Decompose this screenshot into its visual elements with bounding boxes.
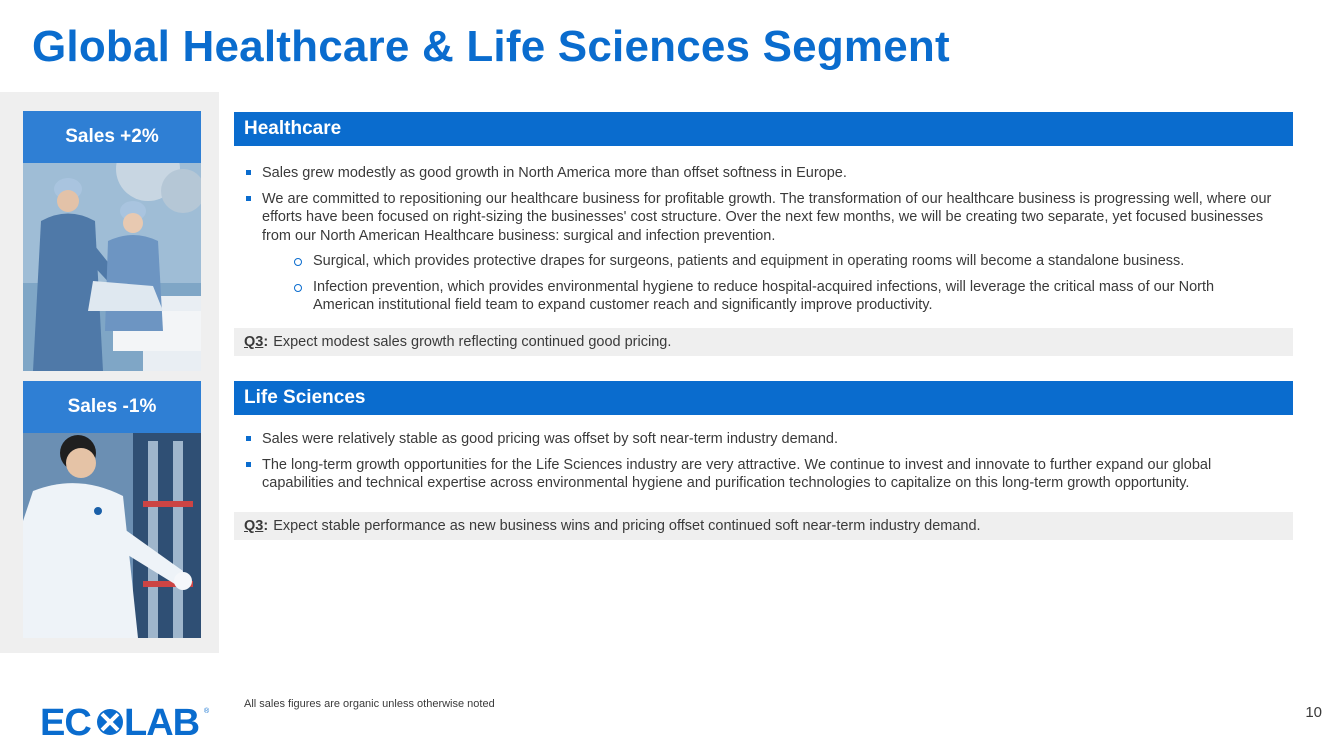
life-sciences-sales-label: Sales -1%	[23, 381, 201, 433]
ecolab-logo	[40, 703, 212, 739]
q3-label: Q3	[244, 334, 264, 350]
q3-colon: :	[263, 518, 269, 534]
healthcare-bullet-list	[244, 164, 1274, 322]
list-item: Sales grew modestly as good growth in North America more than offset softness in Europe.	[244, 164, 1274, 183]
page-number: 10	[1305, 704, 1322, 721]
q3-text: Expect stable performance as new business wins and pricing offset continued soft near-term industry demand.	[273, 518, 981, 534]
sub-list-item	[244, 252, 1274, 271]
healthcare-photo-card	[23, 111, 201, 371]
q3-colon: :	[263, 334, 269, 350]
healthcare-section-header: Healthcare	[234, 112, 1293, 146]
sub-list-item	[244, 278, 1274, 315]
life-sciences-photo-card	[23, 381, 201, 638]
svg-text:®: ®	[204, 708, 210, 715]
footnote: All sales figures are organic unless otherwise noted	[244, 698, 495, 710]
list-item: We are committed to repositioning our healthcare business for profitable growth. The transformation of our healthcare business is progressing well, where our efforts have been focused on right-sizing the businesses' cost structure. Over the next few months, we will be creating two separate, yet focused businesses from our North American Healthcare business: surgical and infection prevention.	[244, 190, 1274, 246]
sub-list-item-text: Infection prevention, which provides environmental hygiene to reduce hospital-acquired infections, will leverage the critical mass of our North American institutional field team to expand customer reach and significantly improve productivity.	[313, 278, 1215, 313]
circle-bullet-icon	[294, 258, 302, 266]
sub-list-item-text: Surgical, which provides protective drapes for surgeons, patients and equipment in operating rooms will become a standalone business.	[313, 253, 1185, 269]
list-item: The long-term growth opportunities for the Life Sciences industry are very attractive. We continue to invest and innovate to further expand our global capabilities and technical expertise across environmental hygiene and purification technologies to capitalize on this long-term growth opportunity.	[244, 456, 1274, 493]
q3-label: Q3	[244, 518, 264, 534]
svg-text:LAB: LAB	[124, 703, 200, 739]
q3-text: Expect modest sales growth reflecting continued good pricing.	[273, 334, 672, 350]
circle-bullet-icon	[294, 284, 302, 292]
page-title: Global Healthcare & Life Sciences Segment	[32, 22, 950, 71]
list-item: Sales were relatively stable as good pricing was offset by soft near-term industry demand.	[244, 430, 1274, 449]
life-sciences-bullet-list	[244, 430, 1274, 500]
svg-text:EC: EC	[40, 703, 91, 739]
life-sciences-q3-outlook	[234, 512, 1293, 540]
healthcare-q3-outlook	[234, 328, 1293, 356]
healthcare-sales-label: Sales +2%	[23, 111, 201, 163]
life-sciences-section-header: Life Sciences	[234, 381, 1293, 415]
